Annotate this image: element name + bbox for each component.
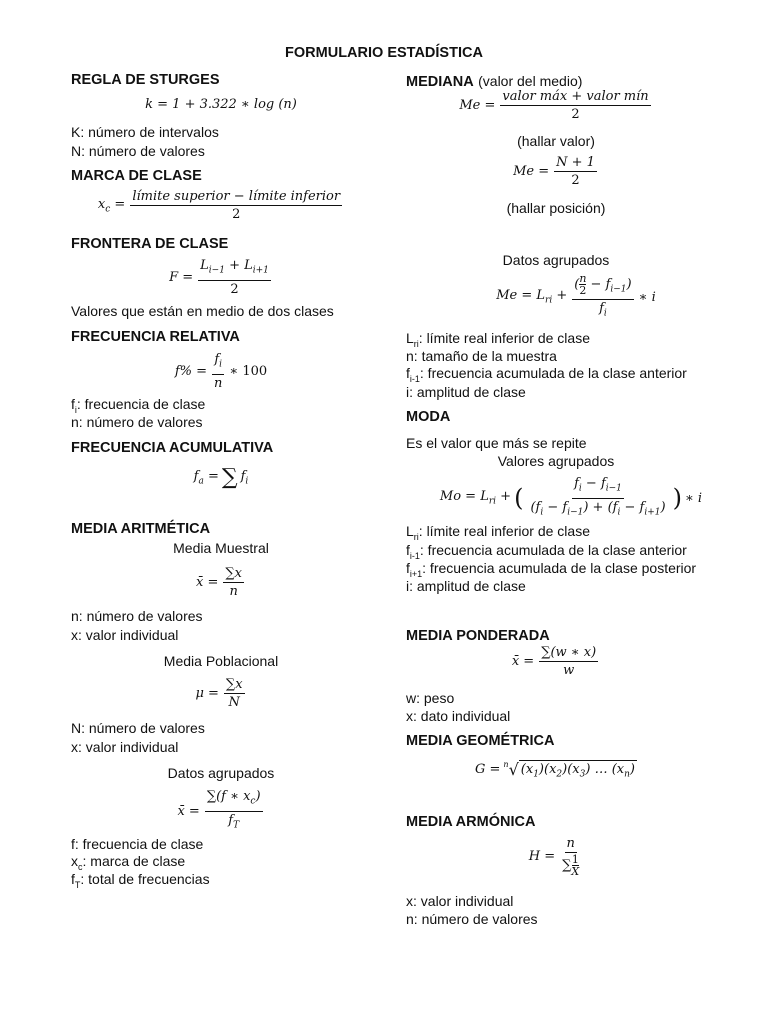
heading-sturges: REGLA DE STURGES (71, 72, 220, 88)
label-media-poblacional: Media Poblacional (163, 653, 279, 669)
fraction: $\frac{N + 1}{2}$ (556, 155, 595, 188)
note-ponderada-x: x: dato individual (406, 708, 511, 724)
formula-media-armonica: H = n ∑ $\frac{1}{X}$ (528, 836, 580, 878)
note-mediana-fi1: $f_{i-1}$: frecuencia acumulada de la clase anterior (406, 365, 687, 384)
formula-mediana-valor: Me = $\frac{\text{valor máx + valor mín}}{2}$ (459, 89, 649, 122)
formula-moda: $Mo = L_{ri}$ + ( $\frac{f_i - f_{i-1}}{(f_i - f_{i-1}) + (f_i - f_{i+1})}$ ) ∗ i (406, 476, 736, 520)
fraction: $\frac{\sum x}{N}$ (225, 677, 243, 710)
note-muestral-x: x: valor individual (71, 627, 179, 643)
note-armonica-x: x: valor individual (406, 893, 514, 909)
formula-lhs: $x_c$ = (97, 196, 126, 215)
note-poblacional-x: x: valor individual (71, 739, 179, 755)
formula-mediana-posicion: Me = $\frac{N + 1}{2}$ (513, 155, 595, 188)
fraction: $\frac{\sum x}{n}$ (225, 566, 242, 599)
heading-frecuencia-relativa: FRECUENCIA RELATIVA (71, 329, 240, 345)
note-poblacional-n: N: número de valores (71, 720, 205, 736)
formula-media-ponderada: x̄ = $\frac{\sum(w ∗ x)}{w}$ (511, 645, 597, 678)
note-agrupados-ft: $f_T$: total de frecuencias (71, 871, 210, 890)
note-agrupados-f: f: frecuencia de clase (71, 836, 204, 852)
label-media-datos-agrupados: Datos agrupados (167, 765, 275, 781)
formula-frecuencia-relativa: f% = $\frac{f_i}{n}$ ∗ 100 (174, 352, 268, 391)
note-moda-fi-1: $f_{i-1}$: frecuencia acumulada de la clase anterior (406, 542, 687, 561)
note-frontera: Valores que están en medio de dos clases (71, 303, 334, 319)
note-moda-fi+1: $f_{i+1}$: frecuencia acumulada de la clase posterior (406, 560, 697, 579)
heading-frecuencia-acumulativa: FRECUENCIA ACUMULATIVA (71, 440, 274, 456)
note-mediana-i: i: amplitud de clase (406, 384, 526, 400)
note-sturges-n: N: número de valores (71, 143, 205, 159)
formula-media-poblacional: μ = $\frac{\sum x}{N}$ (195, 677, 243, 710)
heading-moda: MODA (406, 409, 451, 425)
heading-media-ponderada: MEDIA PONDERADA (406, 628, 550, 644)
label-mediana-datos-agrupados: Datos agrupados (502, 252, 610, 268)
note-muestral-n: n: número de valores (71, 608, 203, 624)
heading-frontera-clase: FRONTERA DE CLASE (71, 236, 229, 252)
fraction: $\frac{f_i - f_{i-1}}{(f_i - f_{i-1}) + (f_i - f_{i+1})}$ (530, 476, 666, 518)
note-relativa-n: n: número de valores (71, 414, 203, 430)
formula-mediana-agrupados: $Me = L_{ri}$ + ( $\frac{n}{2}$ − $f_{i-1}$) $f_i$ ∗ i (406, 273, 746, 321)
nth-root: n √ $(x_1)(x_2)(x_3)$ … $(x_n)$ (503, 760, 635, 780)
label-valores-agrupados: Valores agrupados (497, 453, 615, 469)
caption-hallar-posicion: (hallar posición) (506, 200, 606, 216)
note-relativa-fi: $f_i$: frecuencia de clase (71, 396, 206, 415)
heading-media-armonica: MEDIA ARMÓNICA (406, 814, 536, 830)
note-ponderada-w: w: peso (406, 690, 455, 706)
fraction: $\frac{f_i}{n}$ (214, 352, 223, 391)
note-moda-i: i: amplitud de clase (406, 578, 526, 594)
formula-media-geometrica: G = n √ $(x_1)(x_2)(x_3)$ … $(x_n)$ (475, 760, 635, 780)
formula-media-agrupados: x̄ = $\frac{\sum(f ∗ x_c)}{f_T}$ (71, 789, 371, 833)
note-sturges-k: K: número de intervalos (71, 124, 219, 140)
formula-marca-clase (71, 189, 371, 222)
note-agrupados-xc: $x_c$: marca de clase (71, 853, 186, 872)
heading-media-geometrica: MEDIA GEOMÉTRICA (406, 733, 555, 749)
formula-sturges: k = 1 + 3.322 ∗ log (n) (145, 97, 297, 112)
note-mediana-n: n: tamaño de la muestra (406, 348, 557, 364)
page-title: FORMULARIO ESTADÍSTICA (285, 45, 483, 61)
moda-description: Es el valor que más se repite (406, 435, 587, 451)
note-mediana-lri: $L_{ri}$: límite real inferior de clase (406, 330, 590, 349)
fraction: $\frac{L_{i-1} + L_{i+1}}{2}$ (200, 258, 269, 297)
heading-mediana: MEDIANA (valor del medio) (406, 73, 583, 90)
formula-media-muestral: x̄ = $\frac{\sum x}{n}$ (196, 566, 242, 599)
fraction: $\frac{\sum(w ∗ x)}{w}$ (541, 645, 597, 678)
note-armonica-n: n: número de valores (406, 911, 538, 927)
heading-marca-clase: MARCA DE CLASE (71, 168, 202, 184)
formula-frontera: F = $\frac{L_{i-1} + L_{i+1}}{2}$ (169, 258, 269, 297)
heading-media-aritmetica: MEDIA ARITMÉTICA (71, 521, 211, 537)
fraction: n ∑ $\frac{1}{X}$ (562, 836, 580, 878)
fraction: $\frac{\sum(f ∗ x_c)}{f_T}$ (206, 789, 261, 831)
formula-frecuencia-acumulativa: $f_a$ = ∑ $f_i$ (193, 465, 249, 490)
fraction: $\frac{\text{valor máx + valor mín}}{2}$ (502, 89, 649, 122)
caption-hallar-valor: (hallar valor) (517, 133, 595, 149)
fraction: $\frac{\text{límite superior − límite inferior}}{2}$ (132, 189, 341, 222)
label-media-muestral: Media Muestral (173, 540, 269, 556)
fraction: ( $\frac{n}{2}$ − $f_{i-1}$) $f_i$ (574, 272, 632, 319)
note-moda-lri: $L_{ri}$: límite real inferior de clase (406, 523, 590, 542)
